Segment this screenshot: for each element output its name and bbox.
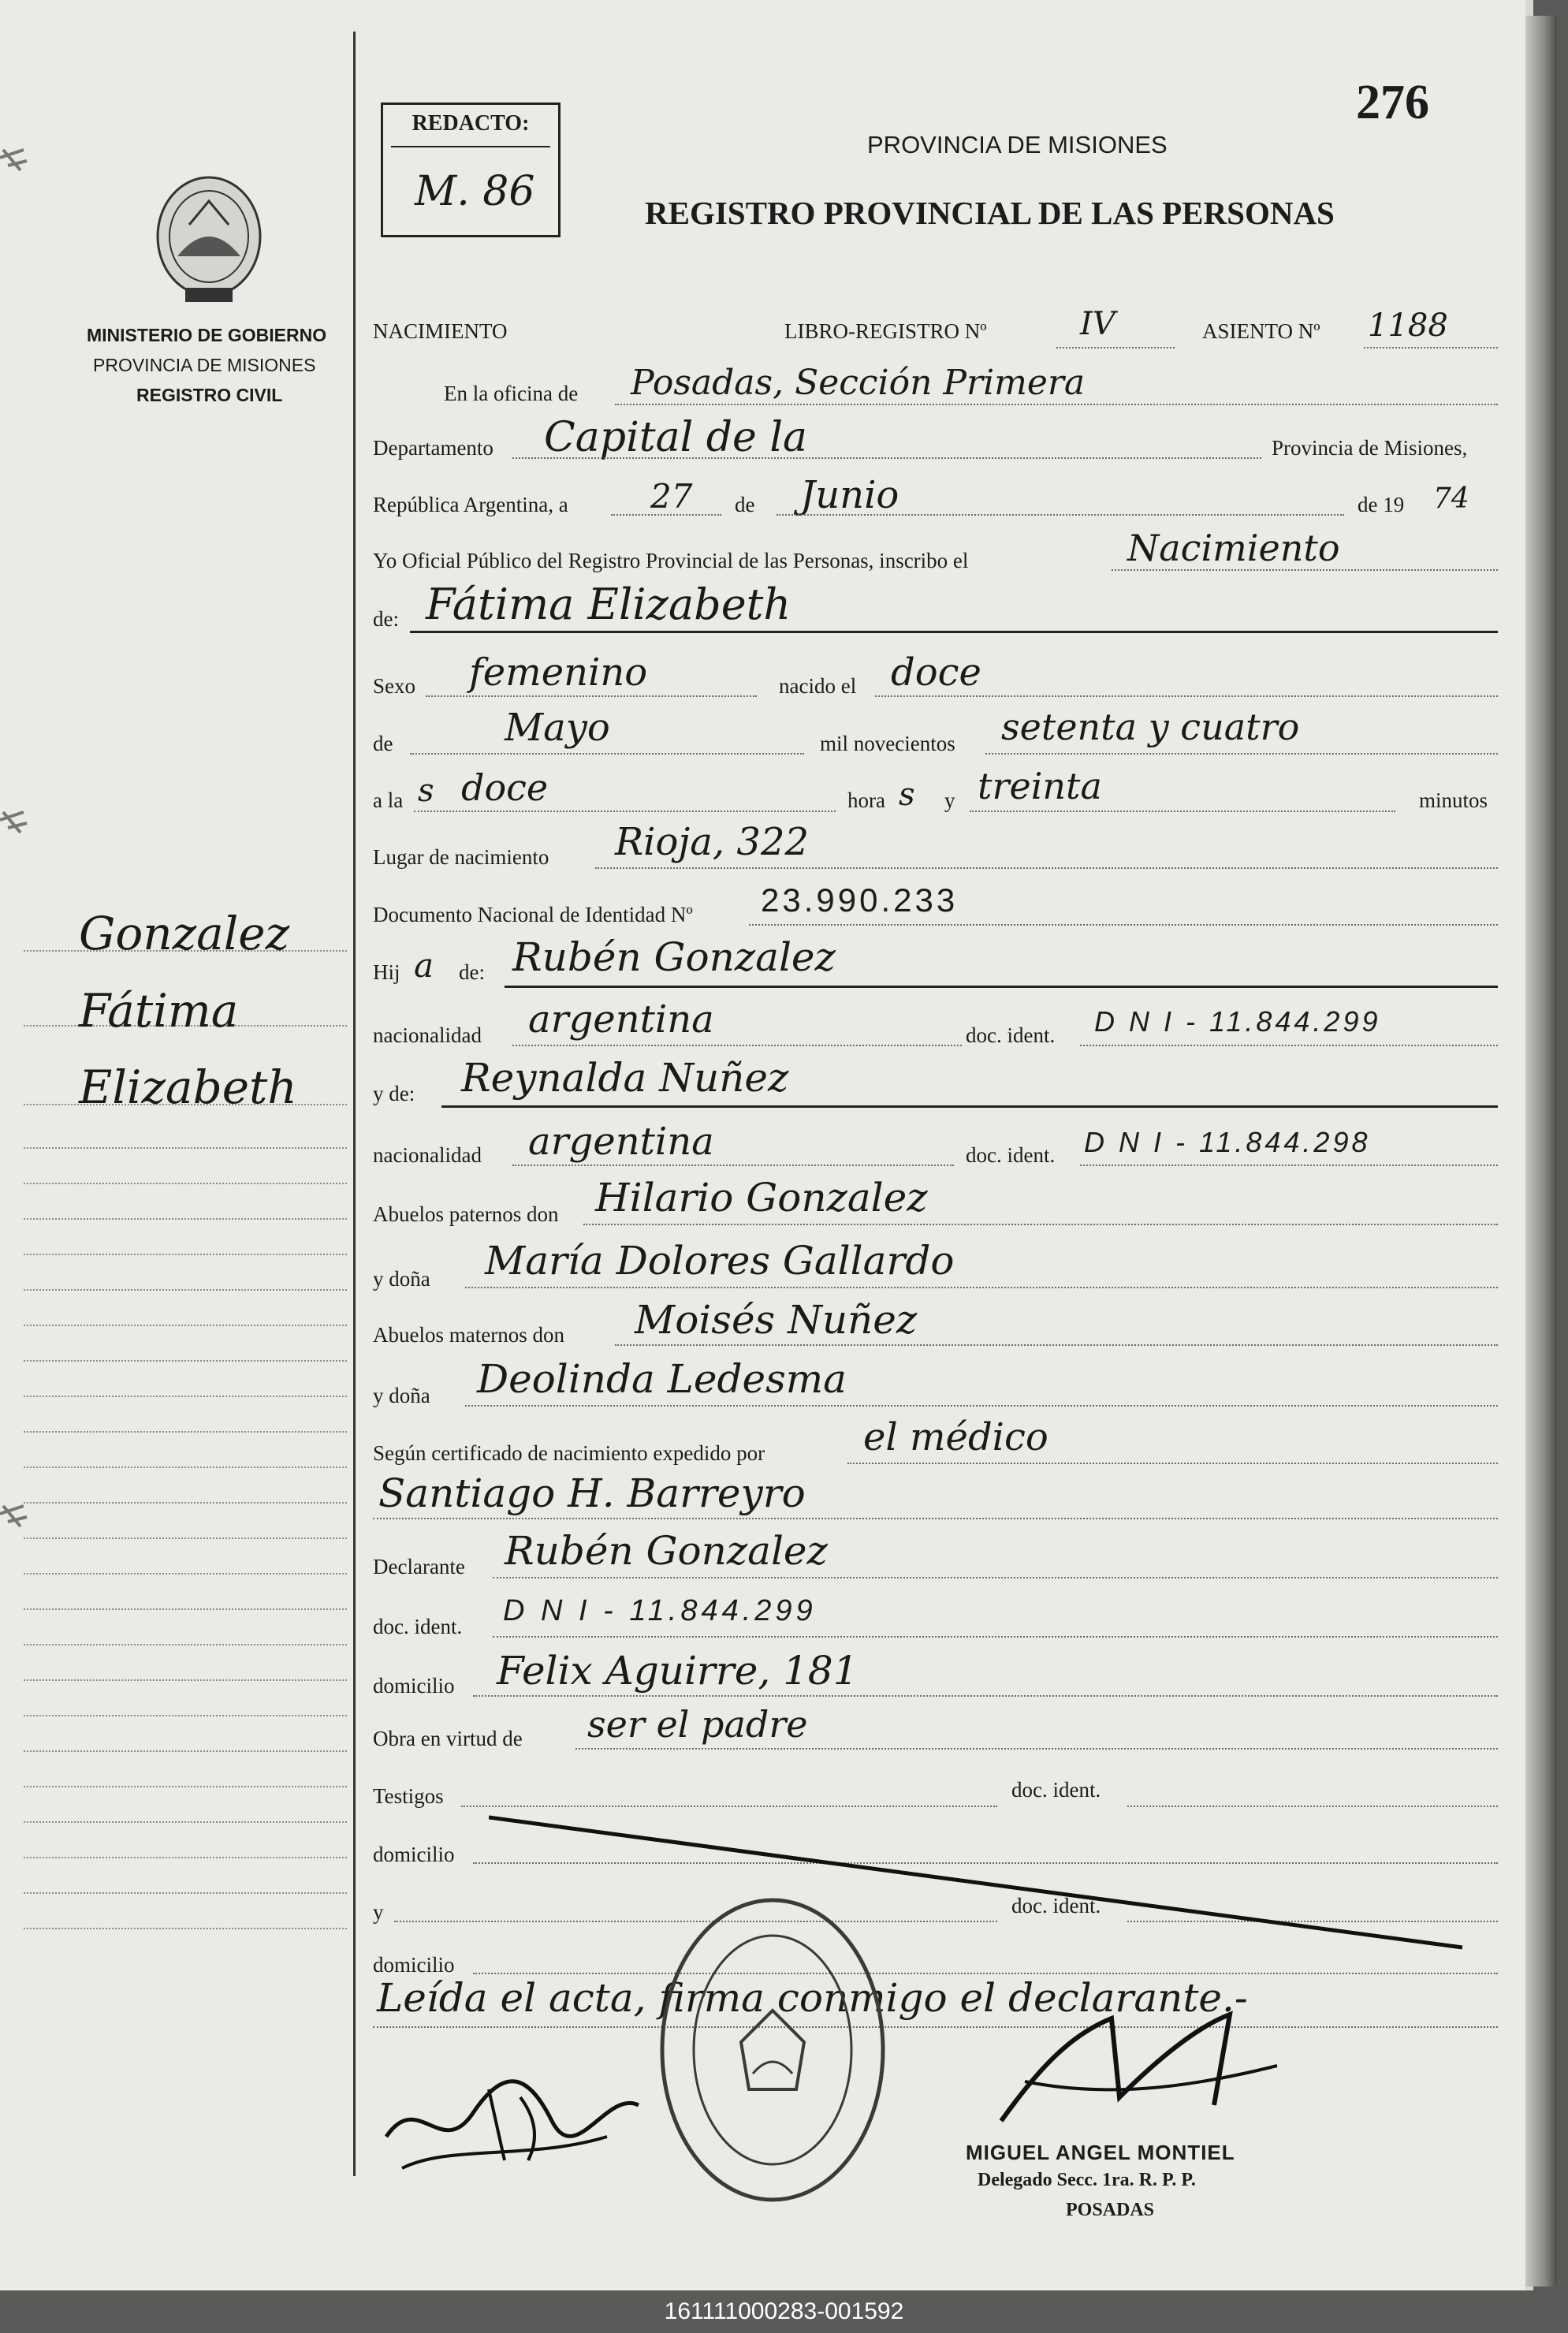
header-province: PROVINCIA DE MISIONES	[867, 131, 1168, 158]
yde-label: y de:	[373, 1082, 415, 1105]
margin-line	[24, 1467, 347, 1468]
dni-value: 23.990.233	[761, 881, 959, 919]
margin-surname: Gonzalez	[79, 907, 290, 960]
redacto-divider	[391, 146, 550, 147]
abuelo-p-dots	[583, 1224, 1498, 1225]
day-dots	[611, 514, 721, 516]
minutos-dots	[970, 811, 1395, 812]
testigos-dots	[461, 1806, 997, 1807]
closing-statement: Leída el acta, firma conmigo el declarante.-	[377, 1975, 1248, 2021]
mil-novecientos-label: mil novecientos	[820, 732, 955, 755]
hij-label: Hij	[373, 960, 400, 984]
asiento-value: 1188	[1368, 307, 1448, 344]
margin-middle-name: Elizabeth	[79, 1060, 297, 1114]
nacido-value: doce	[891, 650, 981, 695]
provincia-suffix: Provincia de Misiones,	[1272, 436, 1468, 460]
declarante-doc-value: D N I - 11.844.299	[503, 1594, 817, 1627]
abuela-m-value: Deolinda Ledesma	[477, 1356, 847, 1402]
margin-line	[24, 1183, 347, 1184]
testigo2-y-label: y	[373, 1900, 384, 1924]
ydona-m-label: y doña	[373, 1384, 430, 1407]
hora-dots	[414, 811, 836, 812]
provincial-seal-icon	[146, 170, 272, 311]
abuelo-p-value: Hilario Gonzalez	[595, 1175, 928, 1221]
father-doc-value: D N I - 11.844.299	[1094, 1005, 1381, 1038]
ministry-line2: PROVINCIA DE MISIONES	[93, 355, 316, 375]
doc-decl-dots	[493, 1636, 1498, 1638]
lugar-dots	[595, 867, 1498, 869]
redacto-label: REDACTO:	[412, 111, 530, 136]
declarant-signature	[371, 2042, 654, 2200]
libro-label: LIBRO-REGISTRO Nº	[784, 319, 987, 343]
page-number: 276	[1356, 76, 1429, 129]
minutos-label: minutos	[1419, 788, 1488, 812]
testigo2-doc-label: doc. ident.	[1011, 1894, 1101, 1917]
hora-value: doce	[461, 766, 549, 809]
hora-ala-label: a la	[373, 788, 404, 812]
margin-line	[24, 1928, 347, 1929]
horas-y-label: y	[944, 788, 955, 812]
father-underline	[505, 986, 1498, 988]
margin-line	[24, 1218, 347, 1220]
margin-line	[24, 1892, 347, 1894]
child-name-value: Fátima Elizabeth	[426, 580, 791, 629]
margin-line	[24, 1147, 347, 1149]
doc-padre-label: doc. ident.	[966, 1023, 1056, 1047]
horas-suffix: s	[899, 777, 915, 813]
testigo-domicilio-label: domicilio	[373, 1843, 455, 1866]
binding-thread	[0, 788, 36, 852]
doc-padre-dots	[1080, 1045, 1498, 1046]
abuelo-m-dots	[615, 1344, 1498, 1346]
nac-padre-label: nacionalidad	[373, 1023, 482, 1047]
horas-label: hora	[847, 788, 885, 812]
nacido-dots	[875, 695, 1498, 697]
nac-padre-dots	[512, 1045, 962, 1046]
testigos-label: Testigos	[373, 1784, 444, 1808]
nac-madre-label: nacionalidad	[373, 1143, 482, 1167]
hij-de-label: de:	[459, 960, 485, 984]
doctor-dots	[373, 1518, 1498, 1519]
father-name-value: Rubén Gonzalez	[512, 934, 836, 980]
margin-line	[24, 1360, 347, 1362]
departamento-value: Capital de la	[544, 414, 807, 461]
oficina-label: En la oficina de	[444, 382, 579, 405]
registry-stamp-icon	[654, 1892, 891, 2208]
margin-line	[24, 1715, 347, 1716]
margin-line	[24, 1289, 347, 1291]
margin-line	[24, 1431, 347, 1433]
margin-line	[24, 1325, 347, 1326]
day-value: 27	[650, 477, 693, 516]
obra-label: Obra en virtud de	[373, 1727, 523, 1750]
margin-line	[24, 1537, 347, 1539]
asiento-label: ASIENTO Nº	[1202, 319, 1320, 343]
margin-rule	[353, 32, 356, 2176]
binding-thread	[0, 1482, 36, 1545]
margin-line	[24, 1644, 347, 1645]
official-role: Delegado Secc. 1ra. R. P. P.	[978, 2170, 1196, 2190]
official-city: POSADAS	[1066, 2200, 1155, 2220]
year-value: 74	[1433, 483, 1469, 515]
mother-underline	[441, 1105, 1498, 1108]
child-name-underline	[410, 631, 1498, 633]
obra-value: ser el padre	[587, 1703, 808, 1746]
month-dots	[777, 514, 1344, 516]
mes-nac-dots	[410, 753, 804, 755]
yo-oficial-value: Nacimiento	[1127, 527, 1340, 569]
margin-line	[24, 1821, 347, 1823]
declarante-dots	[493, 1577, 1498, 1578]
mother-doc-value: D N I - 11.844.298	[1084, 1126, 1371, 1158]
mother-nationality-value: argentina	[528, 1120, 714, 1164]
lugar-value: Rioja, 322	[615, 820, 810, 864]
obra-dots	[575, 1748, 1498, 1750]
ydona-p-label: y doña	[373, 1267, 430, 1291]
departamento-label: Departamento	[373, 436, 493, 460]
sexo-dots	[426, 695, 757, 697]
ministry-line3: REGISTRO CIVIL	[136, 385, 283, 405]
doc-madre-label: doc. ident.	[966, 1143, 1056, 1167]
father-nationality-value: argentina	[528, 997, 714, 1042]
record-type-label: NACIMIENTO	[373, 319, 508, 343]
margin-line	[24, 1573, 347, 1575]
nombre-de-label: de:	[373, 607, 399, 631]
page-edge	[1525, 16, 1557, 2286]
binding-thread	[0, 126, 36, 189]
margin-line	[24, 1254, 347, 1255]
certificado-label: Según certificado de nacimiento expedido por	[373, 1441, 765, 1465]
sexo-value: femenino	[469, 650, 648, 695]
testigo2-domicilio-label: domicilio	[373, 1953, 455, 1977]
libro-value: IV	[1080, 306, 1115, 342]
libro-dots	[1056, 347, 1175, 348]
domicilio-label: domicilio	[373, 1674, 455, 1698]
departamento-dots	[512, 457, 1261, 459]
dni-dots	[749, 924, 1498, 926]
hora-prefix-value: s	[418, 773, 434, 809]
testigos-doc-label: doc. ident.	[1011, 1778, 1101, 1802]
anio-nac-dots	[985, 753, 1498, 755]
redacto-box	[381, 102, 561, 237]
lugar-label: Lugar de nacimiento	[373, 845, 549, 869]
republica-label: República Argentina, a	[373, 493, 568, 516]
birth-month-value: Mayo	[505, 706, 610, 750]
abuela-p-value: María Dolores Gallardo	[485, 1238, 955, 1284]
certificado-dots	[847, 1463, 1498, 1464]
asiento-dots	[1364, 347, 1498, 348]
doctor-name-value: Santiago H. Barreyro	[378, 1470, 806, 1516]
nacido-label: nacido el	[779, 674, 857, 698]
sexo-label: Sexo	[373, 674, 415, 698]
testigos-doc-dots	[1127, 1806, 1498, 1807]
declarante-value: Rubén Gonzalez	[505, 1528, 828, 1574]
official-name: MIGUEL ANGEL MONTIEL	[966, 2141, 1235, 2164]
abuela-m-dots	[465, 1405, 1498, 1407]
redacto-value: M. 86	[415, 168, 535, 215]
margin-line	[24, 1857, 347, 1858]
mes-nac-de-label: de	[373, 732, 393, 755]
domicilio-dots	[473, 1695, 1498, 1697]
doc-decl-label: doc. ident.	[373, 1615, 463, 1638]
margin-line	[24, 1679, 347, 1681]
year-prefix: de 19	[1358, 493, 1405, 516]
month-value: Junio	[800, 473, 899, 517]
birth-year-value: setenta y cuatro	[1001, 706, 1300, 748]
testigo2-domicilio-dots	[473, 1973, 1498, 1974]
certificado-value: el médico	[863, 1415, 1048, 1459]
yo-oficial-dots	[1112, 569, 1498, 571]
abuelo-m-value: Moisés Nuñez	[635, 1297, 918, 1343]
margin-line	[24, 1502, 347, 1504]
yo-oficial-label: Yo Oficial Público del Registro Provincial de las Personas, inscribo el	[373, 549, 969, 572]
doc-madre-dots	[1080, 1165, 1498, 1166]
domicilio-value: Felix Aguirre, 181	[497, 1648, 858, 1694]
nac-madre-dots	[512, 1165, 954, 1166]
minutos-value: treinta	[978, 765, 1102, 807]
abuelos-p-label: Abuelos paternos don	[373, 1202, 559, 1226]
margin-line	[24, 1396, 347, 1397]
abuelos-m-label: Abuelos maternos don	[373, 1323, 564, 1347]
mother-name-value: Reynalda Nuñez	[461, 1055, 789, 1101]
margin-first-name: Fátima	[79, 984, 239, 1038]
strike-line	[489, 1813, 1466, 1955]
margin-line	[24, 1608, 347, 1610]
header-title: REGISTRO PROVINCIAL DE LAS PERSONAS	[645, 195, 1335, 231]
declarante-label: Declarante	[373, 1555, 465, 1578]
ministry-line1: MINISTERIO DE GOBIERNO	[87, 325, 327, 345]
document-id-footer: 161111000283-001592	[0, 2290, 1568, 2333]
oficina-value: Posadas, Sección Primera	[631, 363, 1086, 403]
hij-suffix: a	[414, 946, 434, 985]
margin-line	[24, 1750, 347, 1752]
date-de-label: de	[735, 493, 755, 516]
margin-line	[24, 1786, 347, 1787]
official-signature	[978, 2003, 1309, 2145]
dni-label: Documento Nacional de Identidad Nº	[373, 903, 693, 926]
oficina-dots	[615, 404, 1498, 405]
closing-dots	[373, 2026, 1498, 2028]
abuela-p-dots	[465, 1287, 1498, 1288]
